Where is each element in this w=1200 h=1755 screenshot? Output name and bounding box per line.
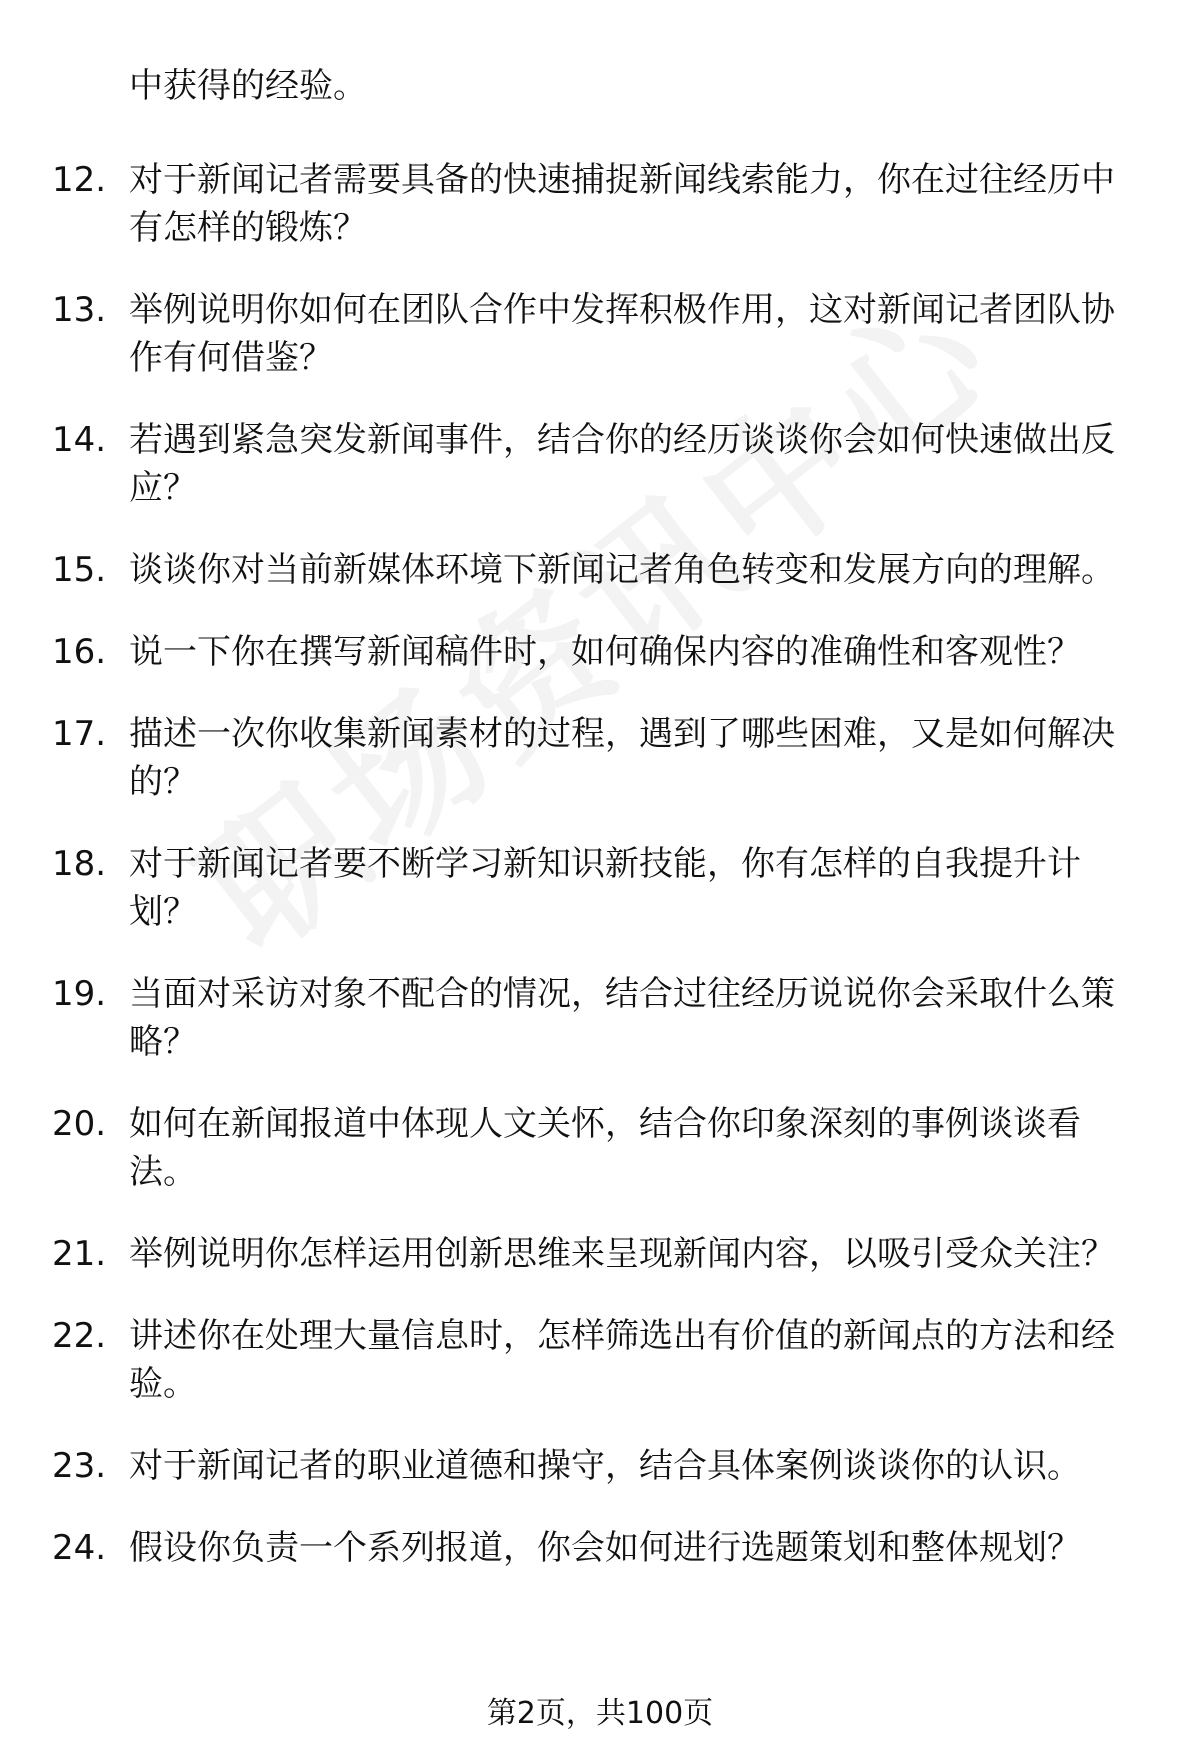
question-text: 假设你负责一个系列报道，你会如何进行选题策划和整体规划？ xyxy=(129,1528,1081,1568)
page-footer: 第2页，共100页 xyxy=(486,1696,714,1731)
question-number: 12. xyxy=(52,160,107,200)
question-item xyxy=(0,546,1200,594)
question-text: 谈谈你对当前新媒体环境下新闻记者角色转变和发展方向的理解。 xyxy=(129,550,1115,590)
question-item xyxy=(0,710,1200,806)
question-item xyxy=(0,1230,1200,1278)
question-item xyxy=(0,1100,1200,1196)
question-number: 23. xyxy=(52,1446,107,1486)
question-number: 17. xyxy=(52,714,107,754)
question-number: 16. xyxy=(52,632,107,672)
question-item xyxy=(0,286,1200,382)
question-text: 当面对采访对象不配合的情况，结合过往经历说说你会采取什么策略？ xyxy=(129,974,1115,1062)
question-item xyxy=(0,156,1200,252)
question-item xyxy=(0,1312,1200,1408)
question-text: 举例说明你如何在团队合作中发挥积极作用，这对新闻记者团队协作有何借鉴？ xyxy=(129,290,1115,378)
question-number: 22. xyxy=(52,1316,107,1356)
question-item xyxy=(0,1524,1200,1572)
question-item xyxy=(0,628,1200,676)
question-number: 14. xyxy=(52,420,107,460)
question-text: 说一下你在撰写新闻稿件时，如何确保内容的准确性和客观性？ xyxy=(129,632,1081,672)
question-text: 若遇到紧急突发新闻事件，结合你的经历谈谈你会如何快速做出反应？ xyxy=(129,420,1115,508)
question-text: 举例说明你怎样运用创新思维来呈现新闻内容，以吸引受众关注？ xyxy=(129,1234,1115,1274)
continued-text: 中获得的经验。 xyxy=(129,66,367,106)
question-number: 13. xyxy=(52,290,107,330)
question-text: 对于新闻记者要不断学习新知识新技能，你有怎样的自我提升计划？ xyxy=(129,844,1081,932)
question-text: 讲述你在处理大量信息时，怎样筛选出有价值的新闻点的方法和经验。 xyxy=(129,1316,1115,1404)
question-number: 15. xyxy=(52,550,107,590)
question-list xyxy=(0,156,1200,1572)
question-item xyxy=(0,970,1200,1066)
question-number: 24. xyxy=(52,1528,107,1568)
question-item xyxy=(0,840,1200,936)
question-number: 18. xyxy=(52,844,107,884)
question-text: 描述一次你收集新闻素材的过程，遇到了哪些困难，又是如何解决的？ xyxy=(129,714,1115,802)
question-number: 19. xyxy=(52,974,107,1014)
question-item xyxy=(0,1442,1200,1490)
question-text: 如何在新闻报道中体现人文关怀，结合你印象深刻的事例谈谈看法。 xyxy=(129,1104,1081,1192)
question-number: 20. xyxy=(52,1104,107,1144)
question-text: 对于新闻记者的职业道德和操守，结合具体案例谈谈你的认识。 xyxy=(129,1446,1081,1486)
question-text: 对于新闻记者需要具备的快速捕捉新闻线索能力，你在过往经历中有怎样的锻炼？ xyxy=(129,160,1115,248)
question-number: 21. xyxy=(52,1234,107,1274)
question-item xyxy=(0,416,1200,512)
